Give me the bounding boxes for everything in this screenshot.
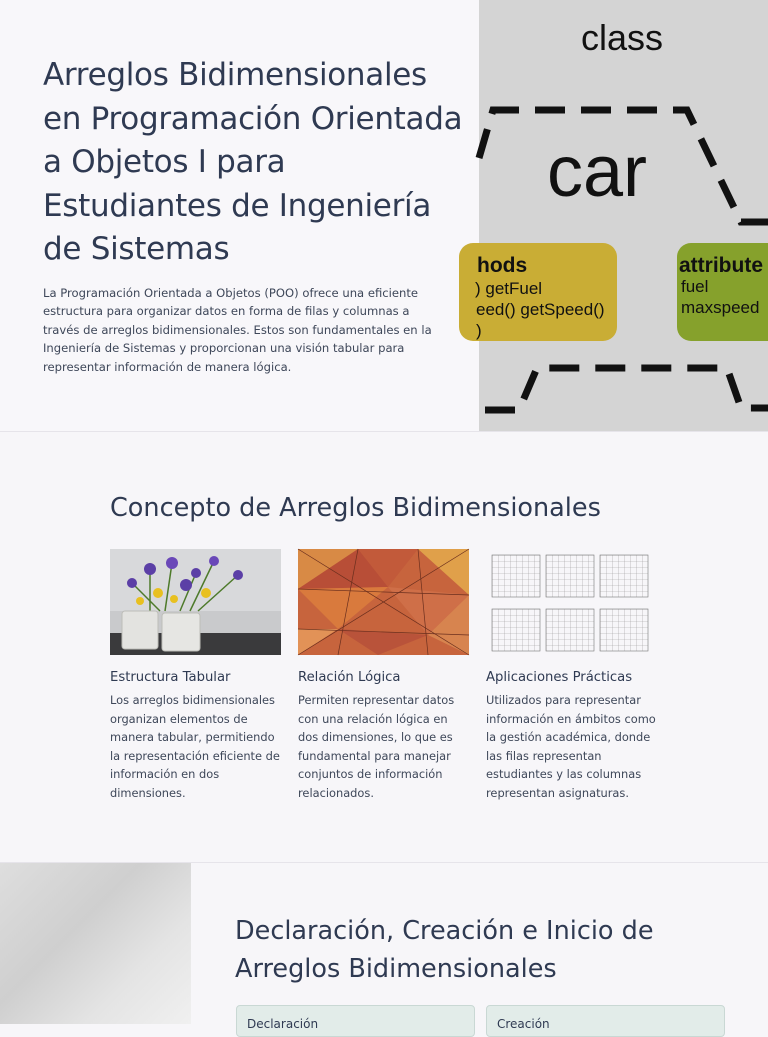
methods-line-1: ) getFuel [475,279,543,298]
card-text: Permiten representar datos con una relación lógica en dos dimensiones, lo que es fundamental para manejar conjuntos de información relacionados. [298,693,455,800]
card-relacion-logica [298,549,470,803]
methods-title: hods [477,254,528,277]
card-text: Utilizados para representar información en ámbitos como la gestión académica, donde las filas representan estudiantes y las columnas representan asignaturas. [486,693,656,800]
declaration-box [236,1005,475,1037]
declaration-heading: Declaración, Creación e Inicio de Arreglos Bidimensionales [235,916,654,984]
intro-paragraph: La Programación Orientada a Objetos (POO) ofrece una eficiente estructura para organizar datos en forma de filas y columnas a través de arreglos bidimensionales. Estos son fundamentales en la Ingeniería de Sistemas y proporcionan una visión tabular para representar información de manera lógica. [43,286,432,374]
card-title: Aplicaciones Prácticas [486,670,633,685]
methods-line-3: ) [476,321,482,340]
attribute-maxspeed: maxspeed [681,298,760,317]
class-diagram-image [475,0,768,431]
card-text: Los arreglos bidimensionales organizan elementos de manera tabular, permitiendo la representación eficiente de información en dos dimensiones. [110,693,280,800]
class-name: car [546,132,648,212]
triangles-artwork-image [298,549,469,655]
grid-tables-image [486,549,657,655]
attributes-title: attribute [679,254,763,277]
card-estructura-tabular [110,549,282,803]
class-diagram [475,0,768,431]
creation-box [486,1005,725,1037]
page-title: Arreglos Bidimensionales en Programación Orientada a Objetos I para Estudiantes de Ingeniería de Sistemas [43,57,463,267]
decorative-gradient-image [0,863,191,1024]
card-title: Estructura Tabular [110,670,231,685]
methods-line-2: eed() getSpeed() [476,300,605,319]
concept-heading: Concepto de Arreglos Bidimensionales [110,493,601,523]
attribute-fuel: fuel [681,277,709,296]
card-aplicaciones-practicas [486,549,658,803]
card-title: Relación Lógica [298,670,401,685]
flowers-image [110,549,281,655]
creation-box-label: Creación [497,1017,550,1031]
declaration-box-label: Declaración [247,1017,319,1031]
class-label: class [580,17,664,58]
